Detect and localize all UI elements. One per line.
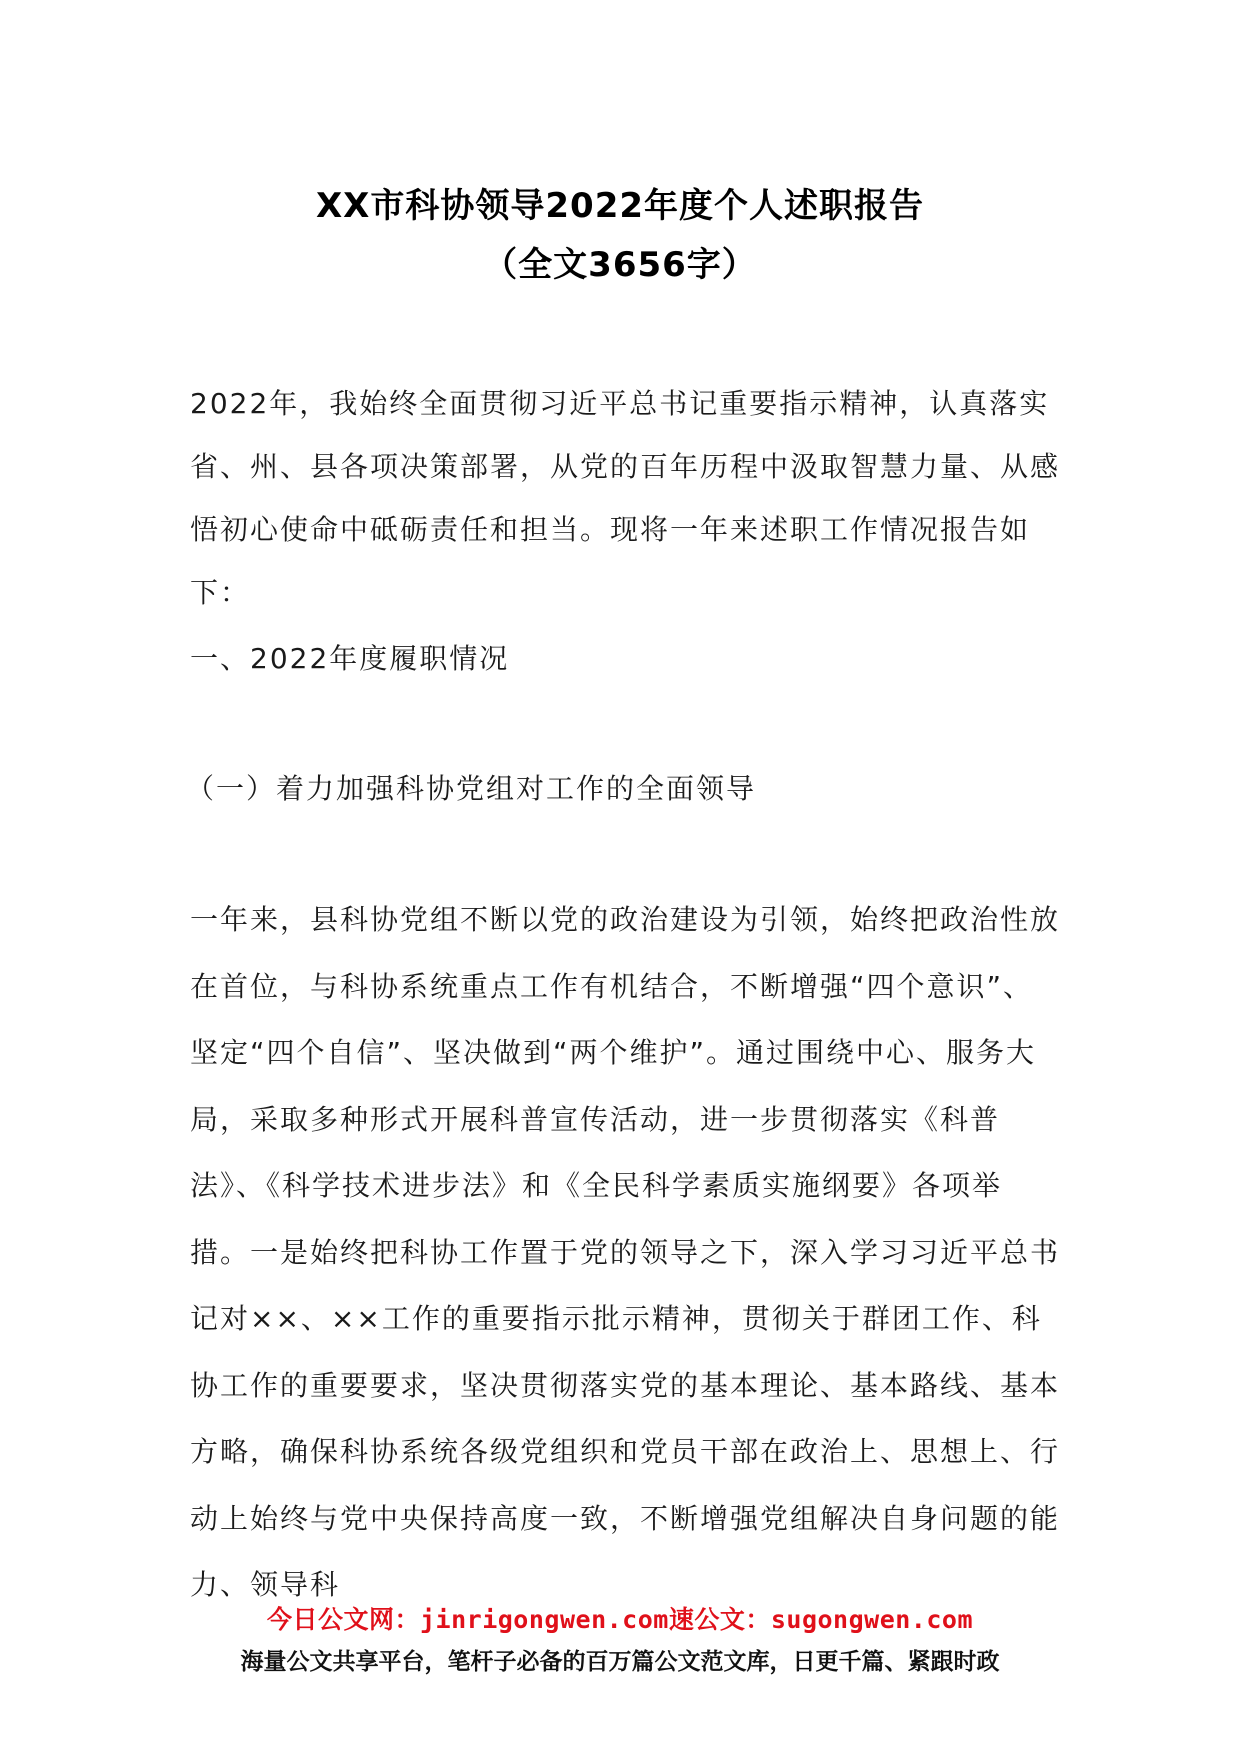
site2-name: 速公文： xyxy=(668,1605,771,1634)
site1-name: 今日公文网： xyxy=(266,1605,420,1634)
document-subtitle: （全文3656字） xyxy=(483,245,757,285)
intro-paragraph xyxy=(190,372,1060,624)
intro-paragraph-text: 2022年，我始终全面贯彻习近平总书记重要指示精神，认真落实省、州、县各项决策部署，从党的百年历程中汲取智慧力量、从感悟初心使命中砥砺责任和担当。现将一年来述职工作情况报告如下： xyxy=(190,387,1061,609)
site1-url-link[interactable]: jinrigongwen.com xyxy=(420,1605,669,1634)
main-paragraph xyxy=(190,887,1060,1619)
main-paragraph-text: 一年来，县科协党组不断以党的政治建设为引领，始终把政治性放在首位，与科协系统重点工作有机结合，不断增强“四个意识”、坚定“四个自信”、坚决做到“两个维护”。通过围绕中心、服务大局，采取多种形式开展科普宣传活动，进一步贯彻落实《科普法》、《科学技术进步法》和《全民科学素质实施纲要》各项举措。一是始终把科协工作置于党的领导之下，深入学习习近平总书记对××、××工作的重要指示批示精神，贯彻关于群团工作、科协工作的重要要求，坚决贯彻落实党的基本理论、基本路线、基本方略，确保科协系统各级党组织和党员干部在政治上、思想上、行动上始终与党中央保持高度一致，不断增强党组解决自身问题的能力、领导科 xyxy=(190,903,1061,1601)
section-heading: 一、2022年度履职情况 xyxy=(190,642,510,675)
footer-sites xyxy=(0,1600,1240,1636)
subsection-heading: （一）着力加强科协党组对工作的全面领导 xyxy=(186,772,757,805)
document-title: XX市科协领导2022年度个人述职报告 xyxy=(315,186,925,226)
footer-slogan: 海量公文共享平台，笔杆子必备的百万篇公文范文库，日更千篇、紧跟时政 xyxy=(240,1649,1000,1675)
site2-url-link[interactable]: sugongwen.com xyxy=(770,1605,974,1634)
